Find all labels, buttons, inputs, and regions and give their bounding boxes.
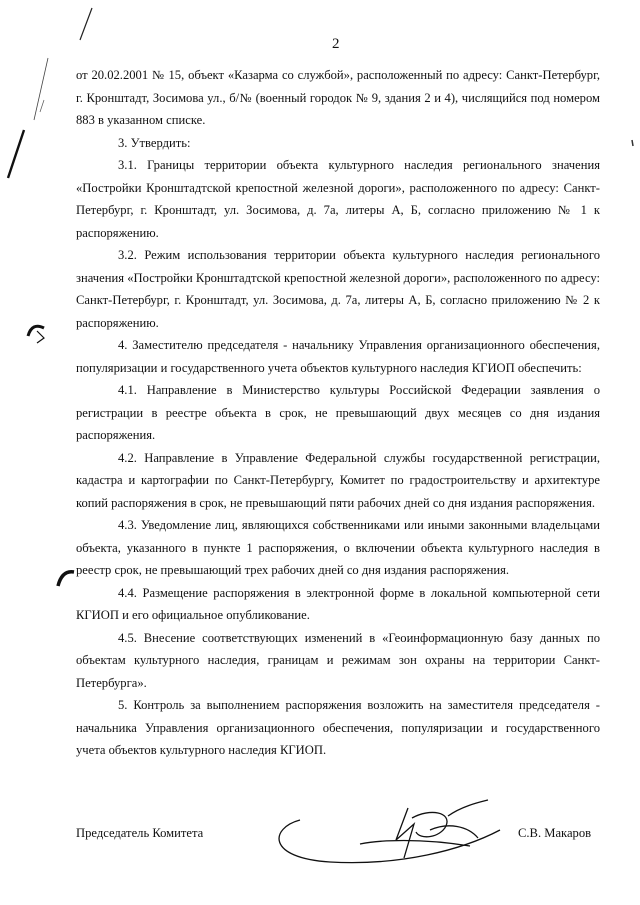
edge-mark — [632, 140, 633, 146]
paragraph-item-4-2: 4.2. Направление в Управление Федеральной службы государственной регистрации, кадастра и картографии по Санкт-Петербургу, Комитет по градостроительству и архитектуре копий распоряжения в срок, не превышающий пяти рабочих дней со дня издания распоряжения. — [76, 450, 600, 510]
document-body — [76, 64, 600, 762]
paragraph-item-4: 4. Заместителю председателя - начальнику Управления организационного обеспечения, популяризации и государственного учета объектов культурного наследия КГИОП обеспечить: — [76, 338, 600, 375]
binder-mark — [37, 331, 44, 343]
paragraph-item-3: 3. Утвердить: — [118, 135, 191, 150]
paragraph-item-4-4: 4.4. Размещение распоряжения в электронной форме в локальной компьютерной сети КГИОП и его официальное опубликование. — [76, 585, 600, 622]
paragraph-item-4-1: 4.1. Направление в Министерство культуры Российской Федерации заявления о регистрации в реестре объекта в срок, не превышающий двух месяцев со дня издания распоряжения. — [76, 383, 600, 442]
paragraph-item-5: 5. Контроль за выполнением распоряжения возложить на заместителя председателя - начальника Управления организационного обеспечения, популяризации и государственного учета объектов культурного наследия КГИОП. — [76, 698, 600, 757]
margin-pen-stroke — [80, 8, 92, 40]
handwritten-signature — [279, 800, 500, 863]
paragraph-item-3-2: 3.2. Режим использования территории объекта культурного наследия регионального значения «Постройки Кронштадтской крепостной железной дороги», расположенного по адресу: Санкт-Петербург, г. Кронштадт, ул. Зосимова, д. 7а, литеры А, Б, согласно приложению № 2 к распоряжению. — [76, 248, 600, 330]
paragraph-item-4-3: 4.3. Уведомление лиц, являющихся собственниками или иными законными владельцами объекта, указанного в пункте 1 распоряжения, о включении объекта культурного наследия в реестр срок, не превышающий трех рабочих дней со дня издания распоряжения. — [76, 518, 600, 577]
margin-pen-stroke — [34, 58, 48, 120]
paragraph-continuation: от 20.02.2001 № 15, объект «Казарма со службой», расположенный по адресу: Санкт-Петербург, г. Кронштадт, Зосимова ул., б/№ (военный городок № 9, здания 2 и 4), числящийся под номером 883 в указанном списке. — [76, 68, 600, 127]
signatory-position: Председатель Комитета — [76, 826, 204, 840]
binder-mark — [28, 326, 44, 336]
margin-pen-stroke — [40, 100, 44, 112]
paragraph-item-4-5: 4.5. Внесение соответствующих изменений в «Геоинформационную базу данных по объектам культурного наследия, границам и режимам зон охраны на территории Санкт-Петербурга». — [76, 630, 600, 690]
page-number: 2 — [332, 36, 340, 52]
paragraph-item-3-1: 3.1. Границы территории объекта культурного наследия регионального значения «Постройки Кронштадтской крепостной железной дороги», расположенного по адресу: Санкт-Петербург, г. Кронштадт, ул. Зосимова, д. 7а, литеры А, Б, согласно приложению № 1 к распоряжению. — [76, 158, 600, 240]
signatory-name: С.В. Макаров — [518, 826, 592, 840]
margin-pen-stroke — [8, 130, 24, 178]
binder-mark — [58, 572, 74, 586]
